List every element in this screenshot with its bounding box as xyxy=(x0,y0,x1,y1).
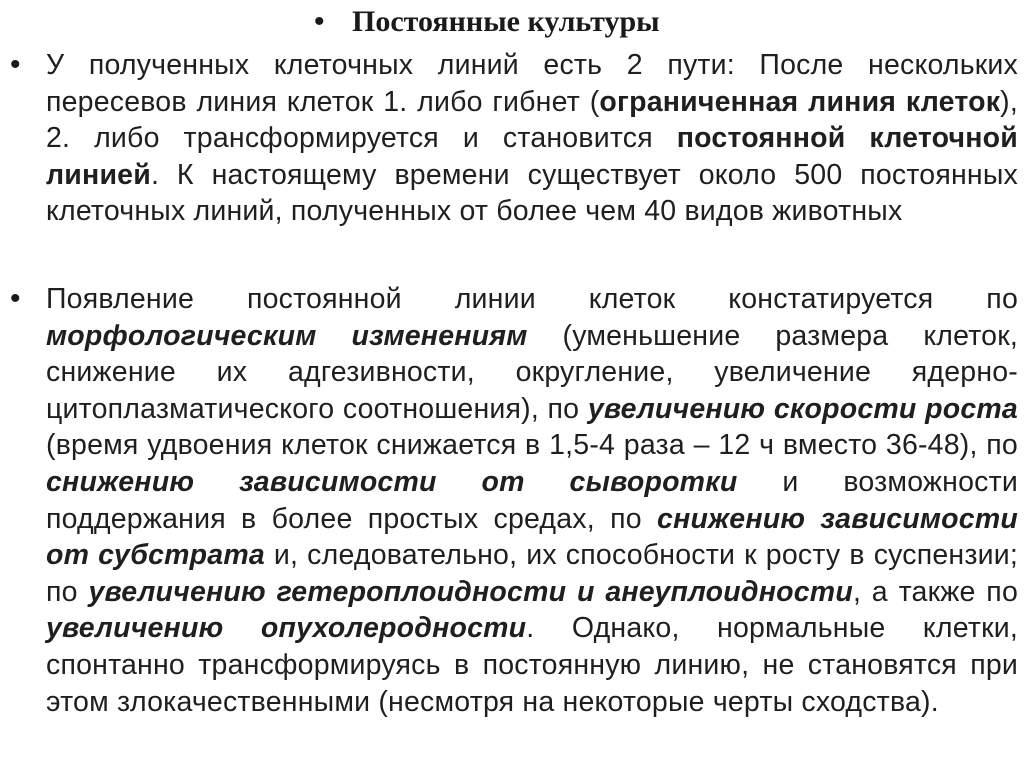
item2-emphasis-morphology: морфологическим изменениям xyxy=(46,319,528,352)
item1-text-part: . К настоящему времени существует около 500 постоянных клеточных линий, полученных от более чем 40 видов животных xyxy=(46,158,1018,228)
slide-title xyxy=(314,4,914,40)
item1-emphasis-permanent-line: постоянной клеточной линией xyxy=(46,122,1018,191)
bullet-item-1-text xyxy=(46,47,1018,230)
title-text: Постоянные культуры xyxy=(352,5,660,38)
item2-emphasis-growth-rate: увеличению скорости роста xyxy=(587,392,1018,425)
bullet-item-2-text xyxy=(46,281,1018,720)
title-bullet: • xyxy=(314,5,325,38)
item2-text-part: , а также по xyxy=(852,575,1018,608)
item1-emphasis-limited-line: ограниченная линия клеток xyxy=(599,85,1001,118)
item2-text-part: (время удвоения клеток снижается в 1,5-4 раза – 12 ч вместо 36-48), по xyxy=(46,429,1018,462)
item1-text-part: У полученных клеточных линий есть 2 пути: После нескольких пересевов линия клеток 1. либо гибнет ( xyxy=(46,49,1018,118)
item2-text-part: и, следовательно, их способности к росту в суспензии; по xyxy=(46,539,1018,608)
bullet-icon: • xyxy=(10,282,21,315)
item2-text-part: (уменьшение размера клеток, снижение их адгезивности, округление, увеличение ядерно-цитоплазматического соотношения), по xyxy=(46,319,1019,425)
item2-text-part: и возможности поддержания в более простых средах, по xyxy=(46,465,1018,535)
item2-emphasis-heteroploidy: увеличению гетероплоидности и анеуплоидности xyxy=(88,575,853,608)
bullet-icon: • xyxy=(10,48,21,81)
item2-text-part: Появление постоянной линии клеток констатируется по xyxy=(46,283,1018,315)
item1-text-part: ), 2. либо трансформируется и становится xyxy=(46,85,1018,155)
item2-emphasis-serum: снижению зависимости от сыворотки xyxy=(46,465,738,498)
item2-text-part: . Однако, нормальные клетки, спонтанно трансформируясь в постоянную линию, не становятся при этом злокачественными (несмотря на некоторые черты сходства). xyxy=(46,612,1018,718)
item2-emphasis-substrate: снижению зависимости от субстрата xyxy=(46,502,1018,572)
item2-emphasis-tumorigenicity: увеличению опухолеродности xyxy=(46,612,527,645)
